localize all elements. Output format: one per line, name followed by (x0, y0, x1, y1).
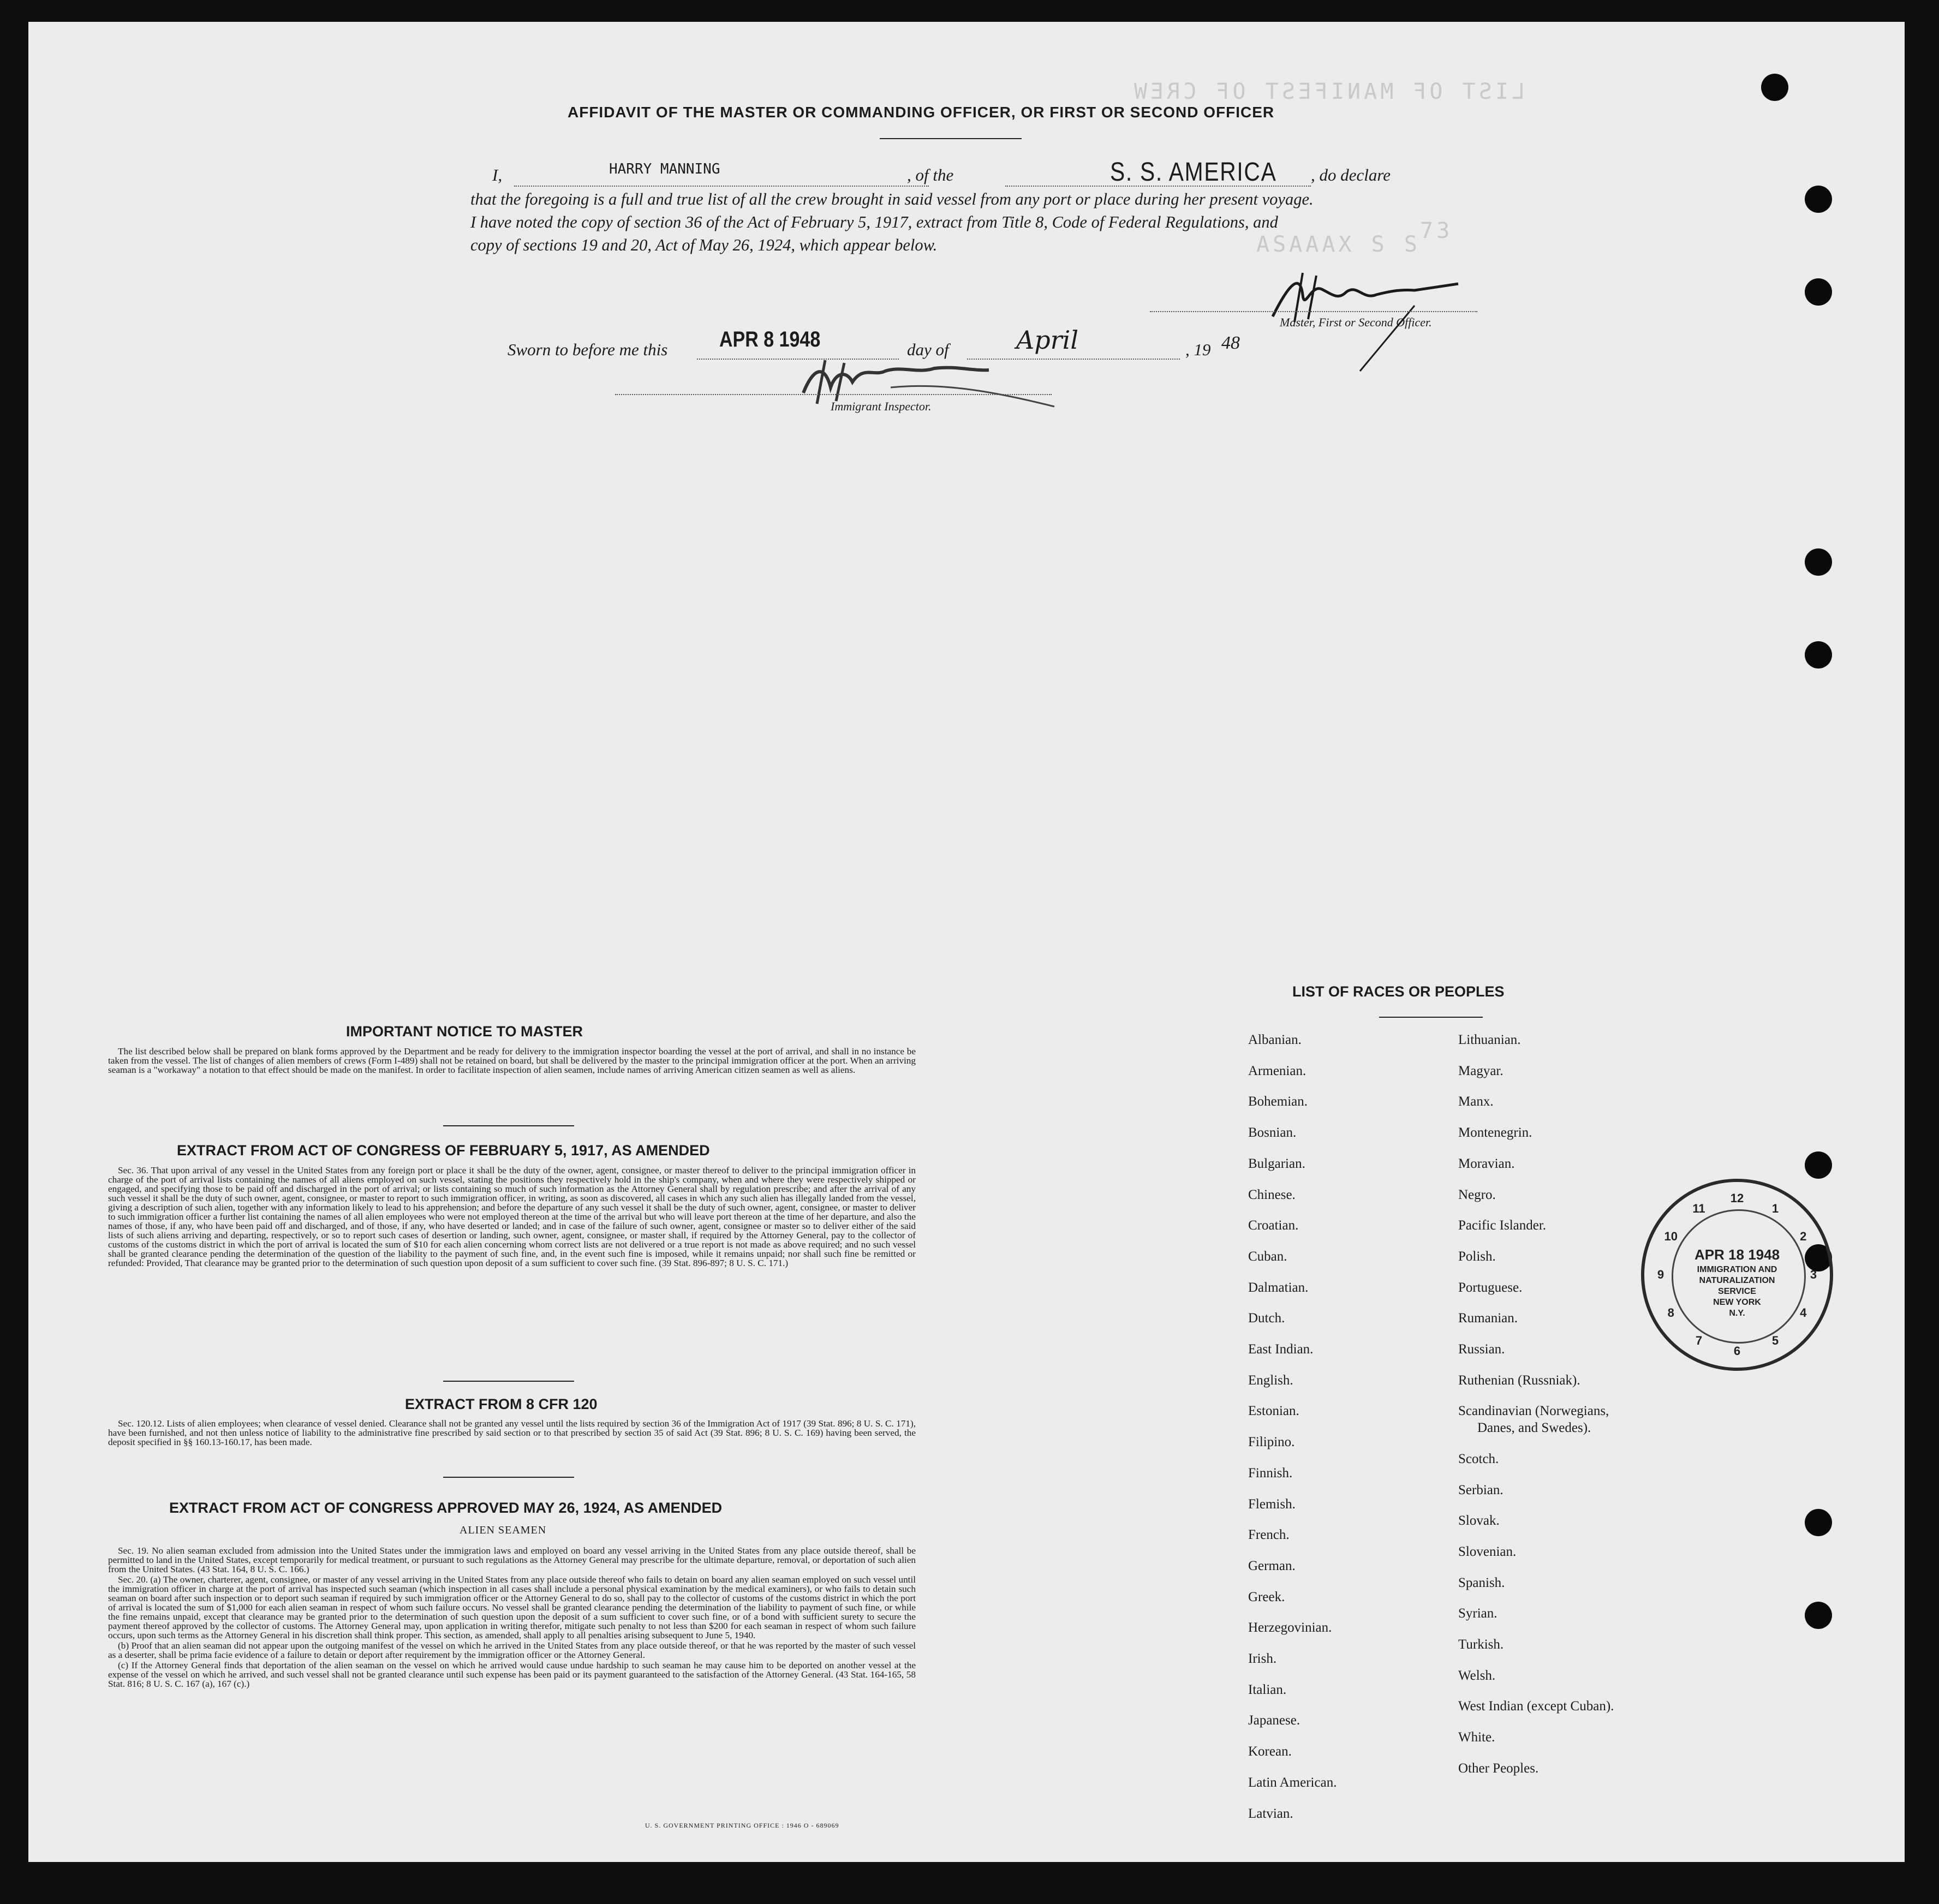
race-item: West Indian (except Cuban). (1458, 1699, 1614, 1714)
day-of-text: day of (907, 340, 949, 359)
race-item: Serbian. (1458, 1482, 1504, 1497)
race-item: Danes, and Swedes). (1477, 1420, 1591, 1436)
printer-line: U. S. GOVERNMENT PRINTING OFFICE : 1946 O - 689069 (645, 1822, 839, 1829)
of-the-text: , of the (907, 165, 954, 184)
extract-1917-paragraph: Sec. 36. That upon arrival of any vessel in the United States from any foreign port or place it shall be the duty of the owner, agent, consignee, or master thereof to deliver to the principal immigration officer in charge of the port of arrival lists containing the names of all aliens employed on such vessel, stating the positions they respectively hold in the ship's company, when and where they were respectively shipped or engaged, and specifying those to be paid off and discharged in the port of arrival; or lists containing so much of such information as the Attorney General shall by regulation prescribe; and after the arrival of any such vessel it shall be the duty of such owner, agent, consignee, or master to report to such immigration officer, in writing, as soon as discovered, all cases in which any such alien has illegally landed from the vessel, giving a description of such alien, together with any information likely to lead to his apprehension; and before the departure of any such vessel it shall be the duty of such owner, agent, consignee, or master to deliver to such immigration officer a further list containing the names of all alien employees who were not employed thereon at the time of the arrival but who will leave port thereon at the time of her departure, and also the names of those, if any, who have been paid off and discharged, and of those, if any, who have deserted or landed; and in case of the failure of such owner, agent, consignee or master so to deliver either of the said lists of such aliens arriving and departing, respectively, or so to report such cases of desertion or landing, such owner, agent, consignee, or master shall, if required by the Attorney General, pay to the collector of customs of the customs district in which the port of arrival is located the sum of $10 for each alien concerning whom correct lists are not delivered or a true report is not made as above required; and no such vessel shall be granted clearance pending the determination of the question of the liability to the payment of such fine, and, in the event such fine is imposed, while it remains unpaid; nor shall such fine be remitted or refunded: Provided, That clearance may be granted prior to the determination of such question upon deposit of a sum sufficient to cover such fine. (39 Stat. 896-897; 8 U. S. C. 171.) (108, 1165, 916, 1268)
punch-hole (1761, 74, 1788, 101)
stamp-line-4: NEW YORK (1713, 1298, 1761, 1307)
stamp-dial-number: 2 (1800, 1229, 1807, 1243)
divider (443, 1125, 574, 1126)
stamp-dial-number: 12 (1730, 1191, 1744, 1205)
race-item: Filipino. (1248, 1435, 1295, 1450)
divider (443, 1381, 574, 1382)
race-item: White. (1458, 1730, 1495, 1745)
sworn-month: April (1016, 325, 1079, 355)
race-item: Russian. (1458, 1342, 1505, 1357)
race-item: Japanese. (1248, 1713, 1300, 1728)
race-item: Manx. (1458, 1094, 1494, 1109)
divider (880, 138, 1022, 139)
race-item: Bosnian. (1248, 1125, 1297, 1141)
races-title: LIST OF RACES OR PEOPLES (1292, 983, 1505, 1000)
year-prefix: , 19 (1185, 340, 1211, 359)
notice-paragraph: The list described below shall be prepared on blank forms approved by the Department and be ready for delivery to the immigration inspector boarding the vessel at the port of arrival, and shall in no instance be taken from the vessel. The list of changes of alien members of crews (Form I-489) shall not be retained on board, but shall be delivered by the master to the principal immigration officer at the port. When an arriving seaman is a "workaway" a notation to that effect should be made on the manifest. In order to facilitate inspection of alien seamen, include names of arriving American citizen seamen as well as aliens. (108, 1046, 916, 1075)
divider (443, 1477, 574, 1478)
race-item: Bohemian. (1248, 1094, 1308, 1109)
race-item: Montenegrin. (1458, 1125, 1532, 1141)
race-item: Latin American. (1248, 1775, 1337, 1790)
race-item: Magyar. (1458, 1063, 1504, 1078)
race-item: Scandinavian (Norwegians, (1458, 1404, 1609, 1419)
race-item: English. (1248, 1372, 1293, 1388)
race-item: Ruthenian (Russniak). (1458, 1372, 1580, 1388)
signature-line (1150, 311, 1477, 312)
race-item: Greek. (1248, 1589, 1285, 1604)
race-item: Korean. (1248, 1744, 1292, 1759)
stamp-line-1: IMMIGRATION AND (1697, 1265, 1777, 1274)
extract-cfr-title: EXTRACT FROM 8 CFR 120 (405, 1396, 598, 1412)
stamp-dial-number: 8 (1667, 1306, 1674, 1320)
race-item: Albanian. (1248, 1032, 1302, 1047)
stamp-line-3: SERVICE (1718, 1287, 1756, 1296)
section-20b-paragraph: (b) Proof that an alien seaman did not appear upon the outgoing manifest of the vessel on which he arrived in the United States from any place outside thereof, or that he was reported by the master of such vessel as a deserter, shall be prima facie evidence of a failure to detain or deport after requirement by the immigration officer or the Attorney General. (108, 1640, 916, 1660)
race-item: Lithuanian. (1458, 1032, 1521, 1047)
punch-hole (1805, 186, 1832, 213)
stamp-dial-number: 11 (1692, 1201, 1705, 1215)
race-item: Bulgarian. (1248, 1156, 1305, 1171)
stamp-line-2: NATURALIZATION (1699, 1276, 1775, 1285)
race-item: Pacific Islander. (1458, 1218, 1547, 1233)
inspector-label: Immigrant Inspector. (831, 399, 932, 413)
race-item: Other Peoples. (1458, 1760, 1539, 1776)
race-item: Spanish. (1458, 1575, 1505, 1590)
race-item: Dalmatian. (1248, 1280, 1309, 1295)
affidavit-title: AFFIDAVIT OF THE MASTER OR COMMANDING OFFICER, OR FIRST OR SECOND OFFICER (568, 104, 1275, 121)
stamp-dial-number: 9 (1657, 1268, 1664, 1281)
race-item: Slovenian. (1458, 1544, 1517, 1559)
divider (1379, 1017, 1483, 1018)
race-item: Flemish. (1248, 1496, 1296, 1512)
stamp-dial-number: 7 (1695, 1334, 1703, 1348)
punch-hole (1805, 1151, 1832, 1179)
punch-hole (1805, 1509, 1832, 1536)
name-line (514, 186, 929, 187)
sworn-year: 48 (1221, 333, 1240, 353)
bleed-through-text: ASAAAX S S (1256, 232, 1421, 257)
affidavit-line-3: I have noted the copy of section 36 of the Act of February 5, 1917, extract from Title 8, Code of Federal Regulations, and (470, 213, 1278, 231)
bleed-through-text: 73 (1420, 218, 1453, 243)
punch-hole (1805, 1602, 1832, 1629)
section-20a-paragraph: Sec. 20. (a) The owner, charterer, agent, consignee, or master of any vessel arriving in the United States from any place outside thereof who fails to detain on board any alien seaman employed on such vessel until the immigration officer in charge at the port of arrival has inspected such seaman (which inspection in all cases shall include a personal physical examination by the medical examiners), or who fails to detain such seaman on board after such inspection or to deport such seaman if required by such immigration officer or the Attorney General to do so, shall pay to the collector of customs of the customs district in which the port of arrival is located the sum of $1,000 for each alien seaman in respect of whom such failure occurs. No vessel shall be granted clearance pending the determination of the liability to payment of such fine, or while the fine remains unpaid, except that clearance may be granted prior to the determination of such question upon the deposit of a sum sufficient to cover such fine, or of a bond with sufficient surety to secure the payment thereof approved by the collector of customs. The Attorney General may, upon application in writing therefor, mitigate such penalty to not less than $200 for each seaman in respect of whom such failure occurs, upon such terms as the Attorney General in his discretion shall think proper. This section, as amended, shall apply to all penalties arising subsequent to June 5, 1940. (108, 1574, 916, 1640)
race-item: Polish. (1458, 1249, 1496, 1264)
race-item: Welsh. (1458, 1668, 1496, 1683)
race-item: Irish. (1248, 1651, 1277, 1666)
race-item: French. (1248, 1527, 1290, 1543)
race-item: Slovak. (1458, 1513, 1500, 1529)
race-item: Moravian. (1458, 1156, 1515, 1171)
race-item: Finnish. (1248, 1465, 1293, 1481)
stamp-dial-number: 3 (1810, 1268, 1817, 1281)
stamp-dial-number: 6 (1733, 1344, 1741, 1358)
stamp-dial-number: 1 (1771, 1201, 1779, 1215)
race-item: Dutch. (1248, 1311, 1285, 1326)
affidavit-line-2: that the foregoing is a full and true list of all the crew brought in said vessel from any port or place during her present voyage. (470, 190, 1314, 208)
inspector-line (615, 394, 1052, 395)
race-item: Cuban. (1248, 1249, 1287, 1264)
extract-1917-title: EXTRACT FROM ACT OF CONGRESS OF FEBRUARY 5, 1917, AS AMENDED (177, 1142, 710, 1159)
race-item: Turkish. (1458, 1637, 1504, 1652)
race-item: Italian. (1248, 1682, 1287, 1697)
affidavit-intro: I, (492, 165, 503, 184)
stamp-dial-number: 10 (1664, 1229, 1678, 1243)
vessel-name: S. S. AMERICA (1110, 158, 1277, 187)
race-item: Rumanian. (1458, 1311, 1518, 1326)
race-item: East Indian. (1248, 1342, 1314, 1357)
stamp-dial-number: 4 (1800, 1306, 1807, 1320)
extract-1924-text (108, 1546, 916, 1690)
race-item: Scotch. (1458, 1451, 1499, 1466)
section-19-paragraph: Sec. 19. No alien seaman excluded from admission into the United States under the immigration laws and employed on board any vessel arriving in the United States from any place outside thereof, shall be permitted to land in the United States, except temporarily for medical treatment, or pursuant to such regulations as the Attorney General may prescribe for the ultimate departure, removal, or deportation of such alien from the United States. (43 Stat. 164, 8 U. S. C. 166.) (108, 1545, 916, 1574)
punch-hole (1805, 641, 1832, 669)
extract-cfr-text (108, 1419, 916, 1448)
punch-hole (1805, 278, 1832, 306)
received-stamp (1641, 1179, 1833, 1371)
extract-cfr-paragraph: Sec. 120.12. Lists of alien employees; when clearance of vessel denied. Clearance shall not be granted any vessel until the lists required by section 36 of the Immigration Act of 1917 (39 Stat. 896; 8 U. S. C. 171), have been furnished, and not then unless notice of liability to the administrative fine prescribed by said section or to that prescribed by section 35 of said Act (39 Stat. 896; 8 U. S. C. 169) having been served, the deposit specified in §§ 160.13-160.17, has been made. (108, 1418, 916, 1447)
race-item: Portuguese. (1458, 1280, 1523, 1295)
extract-1924-subtitle: ALIEN SEAMEN (460, 1524, 547, 1536)
section-20c-paragraph: (c) If the Attorney General finds that deportation of the alien seaman on the vessel on which he arrived would cause undue hardship to such seaman he may cause him to be deported on another vessel at the expense of the vessel on which he arrived, and such vessel shall not be granted clearance until such expense has been paid or its payment guaranteed to the satisfaction of the Attorney General. (43 Stat. 164-165, 58 Stat. 816; 8 U. S. C. 167 (a), 167 (c).) (108, 1660, 916, 1689)
punch-hole (1805, 548, 1832, 576)
bleed-through-text: LIST OF MANIFEST OF CREW (1131, 79, 1525, 104)
sworn-text: Sworn to before me this (508, 340, 668, 359)
extract-1917-text (108, 1166, 916, 1269)
sworn-date-stamp: APR 8 1948 (719, 327, 821, 351)
extract-1924-title: EXTRACT FROM ACT OF CONGRESS APPROVED MAY 26, 1924, AS AMENDED (169, 1500, 723, 1516)
master-name: HARRY MANNING (609, 161, 720, 177)
do-declare-text: , do declare (1311, 165, 1391, 184)
race-item: Syrian. (1458, 1606, 1497, 1621)
race-item: Chinese. (1248, 1187, 1296, 1202)
race-item: Armenian. (1248, 1063, 1306, 1078)
race-item: Latvian. (1248, 1806, 1293, 1821)
signature-label: Master, First or Second Officer. (1280, 315, 1432, 329)
race-item: Croatian. (1248, 1218, 1299, 1233)
stamp-line-5: N.Y. (1729, 1309, 1745, 1318)
race-item: Estonian. (1248, 1404, 1299, 1419)
affidavit-line-4: copy of sections 19 and 20, Act of May 26, 1924, which appear below. (470, 236, 938, 254)
notice-title: IMPORTANT NOTICE TO MASTER (346, 1023, 583, 1040)
race-item: Negro. (1458, 1187, 1496, 1202)
stamp-dial-number: 5 (1771, 1334, 1779, 1348)
notice-text (108, 1047, 916, 1076)
race-item: German. (1248, 1558, 1296, 1573)
document-page (28, 22, 1905, 1862)
race-item: Herzegovinian. (1248, 1620, 1332, 1636)
stamp-date: APR 18 1948 (1694, 1246, 1780, 1263)
